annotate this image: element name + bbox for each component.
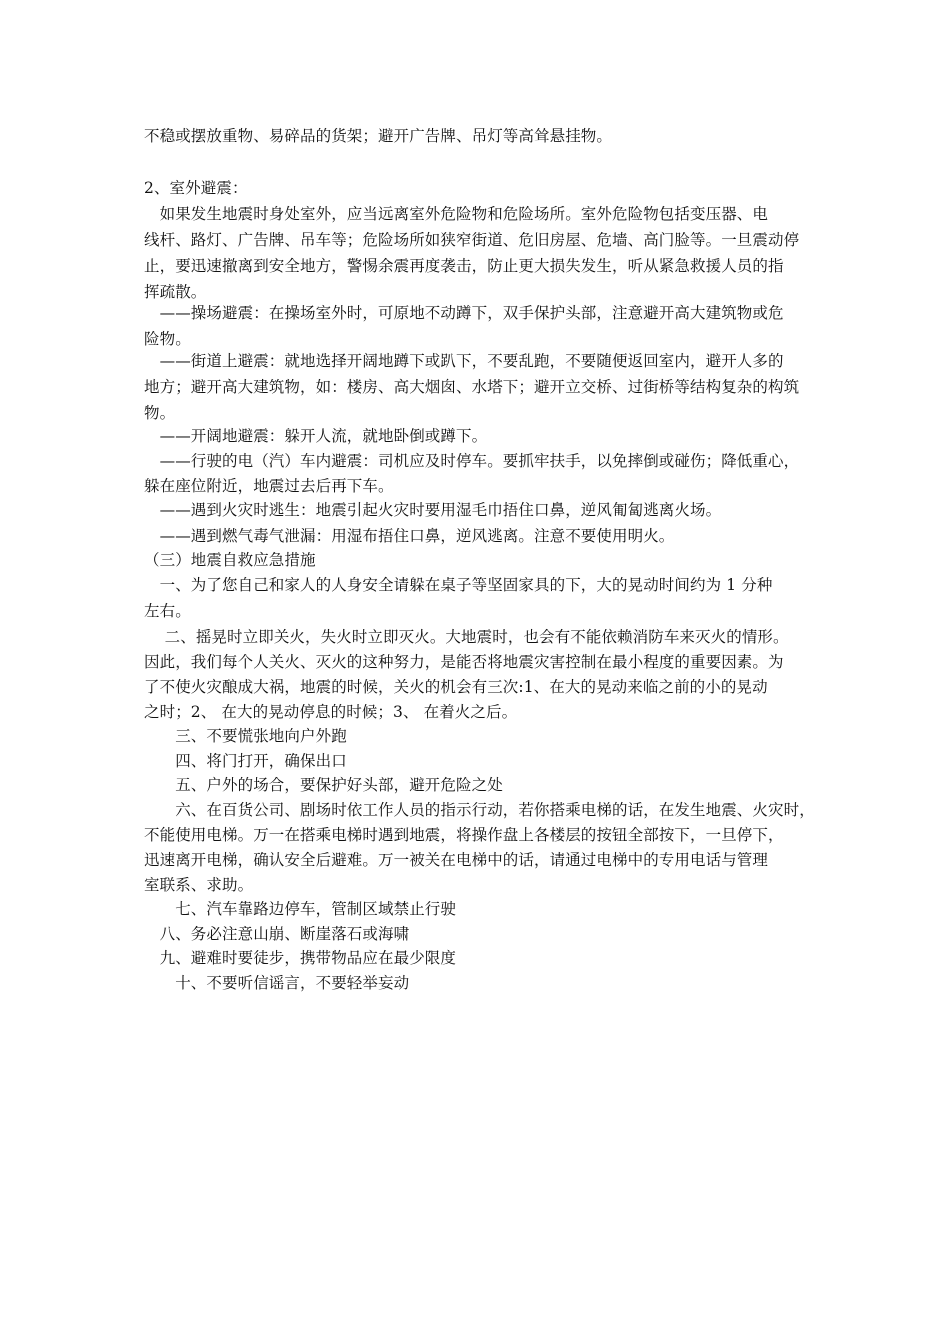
list-item: 五、户外的场合，要保护好头部，避开危险之处 (144, 776, 503, 794)
paragraph-line: 地方；避开高大建筑物，如：楼房、高大烟囱、水塔下；避开立交桥、过街桥等结构复杂的构筑 (144, 378, 800, 396)
list-item: 七、汽车靠路边停车，管制区域禁止行驶 (144, 900, 457, 918)
paragraph-line: ——遇到火灾时逃生：地震引起火灾时要用湿毛巾捂住口鼻，逆风匍匐逃离火场。 (144, 501, 722, 519)
paragraph-line: ——街道上避震：就地选择开阔地蹲下或趴下，不要乱跑，不要随便返回室内，避开人多的 (144, 352, 784, 370)
paragraph-line: 线杆、路灯、广告牌、吊车等；危险场所如狭窄街道、危旧房屋、危墙、高门脸等。一旦震动停 (144, 231, 800, 249)
paragraph-line: 迅速离开电梯，确认安全后避难。万一被关在电梯中的话，请通过电梯中的专用电话与管理 (144, 851, 769, 869)
paragraph-line: 之时；2、 在大的晃动停息的时候；3、 在着火之后。 (144, 703, 518, 721)
list-item: 九、避难时要徒步，携带物品应在最少限度 (144, 949, 457, 967)
paragraph-line: 室联系、求助。 (144, 876, 254, 894)
list-item: 六、在百货公司、剧场时依工作人员的指示行动，若你搭乘电梯的话，在发生地震、火灾时， (144, 801, 815, 819)
section-heading: （三）地震自救应急措施 (144, 551, 316, 569)
list-item: 四、将门打开，确保出口 (144, 752, 347, 770)
paragraph-line: 如果发生地震时身处室外，应当远离室外危险物和危险场所。室外危险物包括变压器、电 (144, 205, 769, 223)
paragraph-line: 不稳或摆放重物、易碎品的货架；避开广告牌、吊灯等高耸悬挂物。 (144, 127, 613, 145)
paragraph-line: 不能使用电梯。万一在搭乘电梯时遇到地震，将操作盘上各楼层的按钮全部按下，一旦停下， (144, 826, 784, 844)
list-item: 三、不要慌张地向户外跑 (144, 727, 347, 745)
paragraph-line: ——开阔地避震：躲开人流，就地卧倒或蹲下。 (144, 427, 488, 445)
paragraph-line: 一、为了您自己和家人的人身安全请躲在桌子等坚固家具的下，大的晃动时间约为 1 分种 (144, 576, 773, 594)
list-item: 八、务必注意山崩、断崖落石或海啸 (144, 925, 410, 943)
paragraph-line: 因此，我们每个人关火、灭火的这种努力，是能否将地震灾害控制在最小程度的重要因素。为 (144, 653, 784, 671)
paragraph-line: 左右。 (144, 602, 191, 620)
paragraph-line: 挥疏散。 (144, 283, 207, 301)
paragraph-line: 躲在座位附近，地震过去后再下车。 (144, 477, 394, 495)
section-heading: 2、室外避震： (144, 179, 248, 197)
paragraph-line: 险物。 (144, 330, 191, 348)
paragraph-line: ——遇到燃气毒气泄漏：用湿布捂住口鼻，逆风逃离。注意不要使用明火。 (144, 527, 675, 545)
paragraph-line: ——行驶的电（汽）车内避震：司机应及时停车。要抓牢扶手，以免摔倒或碰伤；降低重心， (144, 452, 800, 470)
paragraph-line: ——操场避震：在操场室外时，可原地不动蹲下，双手保护头部，注意避开高大建筑物或危 (144, 304, 784, 322)
list-item: 十、不要听信谣言，不要轻举妄动 (144, 974, 410, 992)
paragraph-line: 了不使火灾酿成大祸，地震的时候，关火的机会有三次:1、在大的晃动来临之前的小的晃动 (144, 678, 768, 696)
paragraph-line: 二、摇晃时立即关火，失火时立即灭火。大地震时，也会有不能依赖消防车来灭火的情形。 (144, 628, 789, 646)
paragraph-line: 物。 (144, 404, 176, 422)
paragraph-line: 止，要迅速撤离到安全地方，警惕余震再度袭击，防止更大损失发生，听从紧急救援人员的指 (144, 257, 784, 275)
